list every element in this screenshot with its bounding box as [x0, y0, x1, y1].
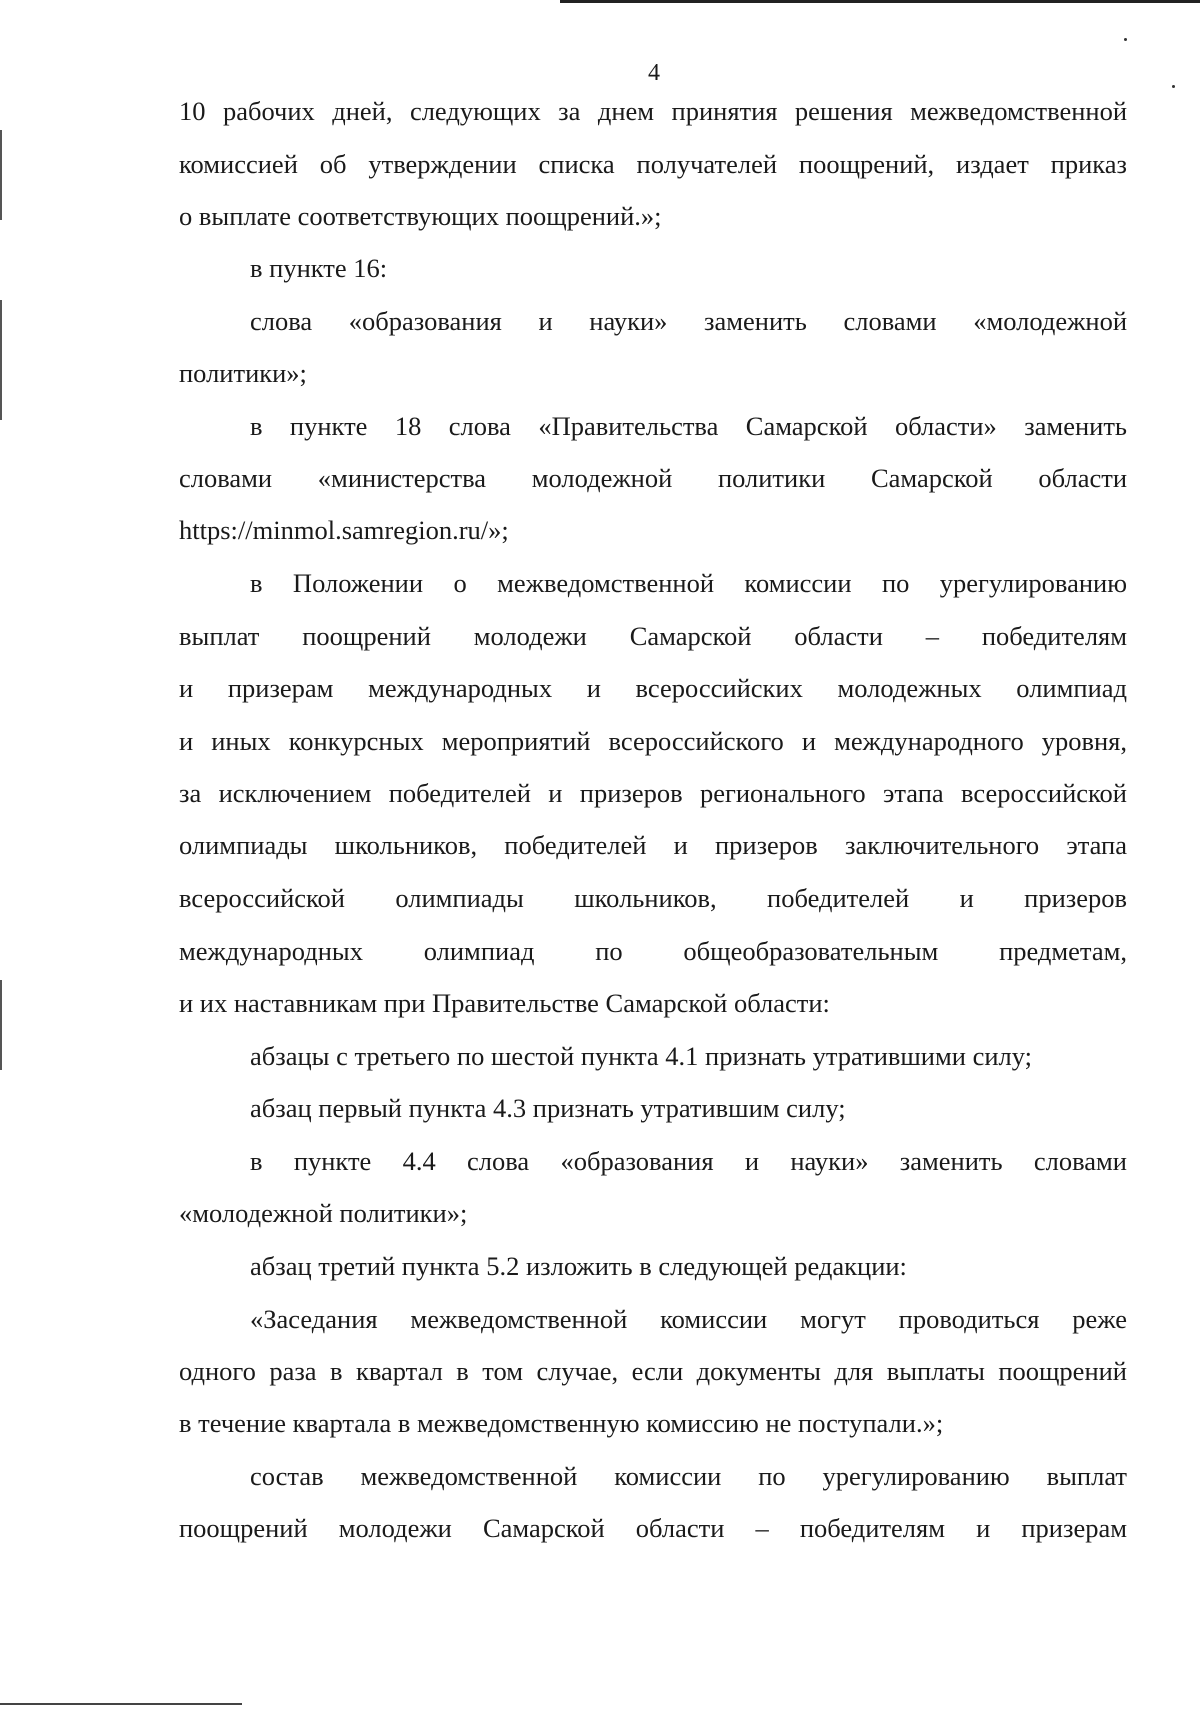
text-line: состав межведомственной комиссии по урегулированию выплат	[250, 1461, 1127, 1491]
text-line: слова «образования и науки» заменить словами «молодежной	[250, 306, 1127, 336]
text-line: «Заседания межведомственной комиссии могут проводиться реже	[250, 1304, 1127, 1334]
text-line: абзацы с третьего по шестой пункта 4.1 признать утратившими силу;	[250, 1041, 1032, 1071]
text-line: абзац первый пункта 4.3 признать утратившим силу;	[250, 1093, 846, 1123]
text-line: о выплате соответствующих поощрений.»;	[179, 201, 662, 231]
scan-dot	[1124, 38, 1127, 41]
text-line: и призерам международных и всероссийских молодежных олимпиад	[179, 673, 1127, 703]
scan-edge-line-top	[560, 0, 1200, 3]
text-line: за исключением победителей и призеров регионального этапа всероссийской	[179, 778, 1127, 808]
text-line: 10 рабочих дней, следующих за днем принятия решения межведомственной	[179, 96, 1127, 126]
text-line: международных олимпиад по общеобразовательным предметам,	[179, 936, 1127, 966]
scan-edge-mark	[0, 130, 2, 220]
text-line: абзац третий пункта 5.2 изложить в следующей редакции:	[250, 1251, 907, 1281]
text-line: в пункте 16:	[250, 253, 388, 283]
scan-edge-mark	[0, 300, 2, 420]
text-line: в течение квартала в межведомственную комиссию не поступали.»;	[179, 1408, 944, 1438]
text-line: всероссийской олимпиады школьников, победителей и призеров	[179, 883, 1127, 913]
text-line: одного раза в квартал в том случае, если документы для выплаты поощрений	[179, 1356, 1127, 1386]
page-number: 4	[648, 60, 660, 86]
text-line: словами «министерства молодежной политики Самарской области	[179, 463, 1127, 493]
text-line: «молодежной политики»;	[179, 1198, 468, 1228]
text-line: и их наставникам при Правительстве Самарской области:	[179, 988, 830, 1018]
text-line: https://minmol.samregion.ru/»;	[179, 515, 509, 545]
text-line: в пункте 18 слова «Правительства Самарской области» заменить	[250, 411, 1127, 441]
text-line: в пункте 4.4 слова «образования и науки» заменить словами	[250, 1146, 1127, 1176]
text-line: политики»;	[179, 358, 307, 388]
scan-edge-mark	[0, 980, 2, 1070]
scan-edge-line-bottom	[0, 1703, 242, 1705]
text-line: в Положении о межведомственной комиссии по урегулированию	[250, 568, 1127, 598]
text-line: выплат поощрений молодежи Самарской области – победителям	[179, 621, 1127, 651]
text-line: и иных конкурсных мероприятий всероссийского и международного уровня,	[179, 726, 1127, 756]
text-line: поощрений молодежи Самарской области – победителям и призерам	[179, 1513, 1127, 1543]
text-line: комиссией об утверждении списка получателей поощрений, издает приказ	[179, 149, 1127, 179]
text-line: олимпиады школьников, победителей и призеров заключительного этапа	[179, 830, 1127, 860]
